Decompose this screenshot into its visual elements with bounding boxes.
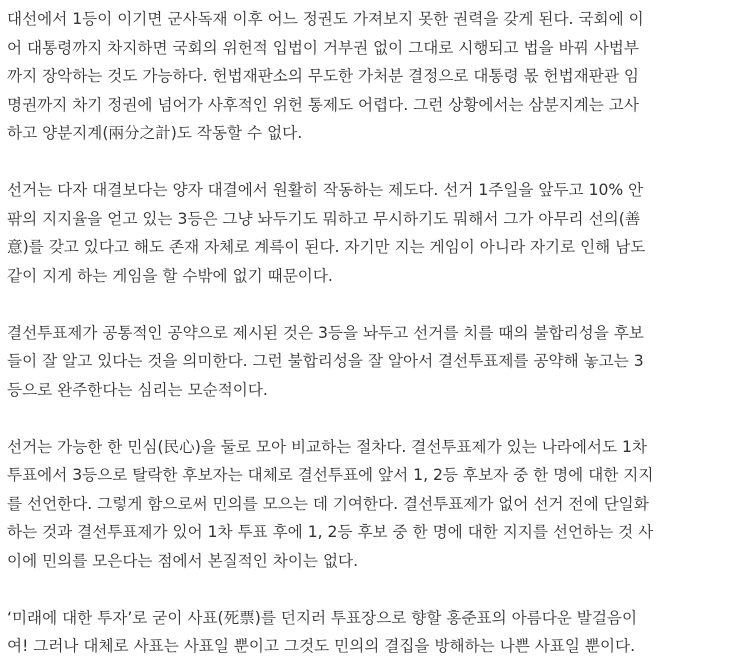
- article-body: [7, 5, 747, 661]
- text-line: 어 대통령까지 차지하면 국회의 위헌적 입법이 거부권 없이 그대로 시행되고 법을 바꿔 사법부: [7, 38, 639, 57]
- text-line: 하고 양분지계(兩分之計)도 작동할 수 없다.: [7, 124, 303, 142]
- paragraph-1: [7, 5, 747, 148]
- text-line: 意)를 갖고 있다고 해도 존재 자체로 계륵이 된다. 자기만 지는 게임이 아니라 자기로 인해 남도: [7, 238, 646, 256]
- paragraph-spacer: [7, 575, 747, 604]
- text-line: 이에 민의를 모은다는 점에서 본질적인 차이는 없다.: [7, 551, 359, 570]
- text-line: 선거는 다자 대결보다는 양자 대결에서 원활히 작동하는 제도다. 선거 1주일을 앞두고 10% 안: [7, 181, 644, 199]
- text-line: ‘미래에 대한 투자’로 굳이 사표(死票)를 던지러 투표장으로 향할 홍준표의 아름다운 발걸음이: [7, 608, 638, 627]
- paragraph-spacer: [7, 290, 747, 319]
- paragraph-5: [7, 604, 747, 661]
- text-line: 들이 잘 알고 있다는 것을 의미한다. 그런 불합리성을 잘 알아서 결선투표제를 공약해 놓고는 3: [7, 352, 644, 370]
- text-line: 선거는 가능한 한 민심(民心)을 둘로 모아 비교하는 절차다. 결선투표제가 있는 나라에서도 1차: [7, 437, 647, 456]
- text-line: 여! 그러나 대체로 사표는 사표일 뿐이고 그것도 민의의 결집을 방해하는 나쁜 사표일 뿐이다.: [7, 637, 636, 655]
- paragraph-4: [7, 433, 747, 576]
- text-line: 결선투표제가 공통적인 공약으로 제시된 것은 3등을 놔두고 선거를 치를 때의 불합리성을 후보: [7, 323, 644, 342]
- text-line: 같이 지게 하는 게임을 할 수밖에 없기 때문이다.: [7, 266, 333, 285]
- text-line: 등으로 완주한다는 심리는 모순적이다.: [7, 380, 268, 399]
- text-line: 팎의 지지율을 얻고 있는 3등은 그냥 놔두기도 뭐하고 무시하기도 뭐해서 그가 아무리 선의(善: [7, 209, 641, 228]
- text-line: 명권까지 차기 정권에 넘어가 사후적인 위헌 통제도 어렵다. 그런 상황에서는 삼분지계는 고사: [7, 95, 639, 114]
- text-line: 투표에서 3등으로 탈락한 후보자는 대체로 결선투표에 앞서 1, 2등 후보자 중 한 명에 대한 지지: [7, 466, 654, 484]
- text-line: 하는 것과 결선투표제가 있어 1차 투표 후에 1, 2등 후보 중 한 명에 대한 지지를 선언하는 것 사: [7, 523, 654, 541]
- paragraph-spacer: [7, 404, 747, 433]
- paragraph-spacer: [7, 148, 747, 177]
- text-line: 를 선언한다. 그렇게 함으로써 민의를 모으는 데 기여한다. 결선투표제가 없어 선거 전에 단일화: [7, 494, 649, 513]
- text-line: 대선에서 1등이 이기면 군사독재 이후 어느 정권도 가져보지 못한 권력을 갖게 된다. 국회에 이: [7, 10, 644, 28]
- text-line: 까지 장악하는 것도 가능하다. 헌법재판소의 무도한 가처분 결정으로 대통령 몫 헌법재판관 임: [7, 67, 639, 85]
- paragraph-2: [7, 176, 747, 290]
- paragraph-3: [7, 319, 747, 405]
